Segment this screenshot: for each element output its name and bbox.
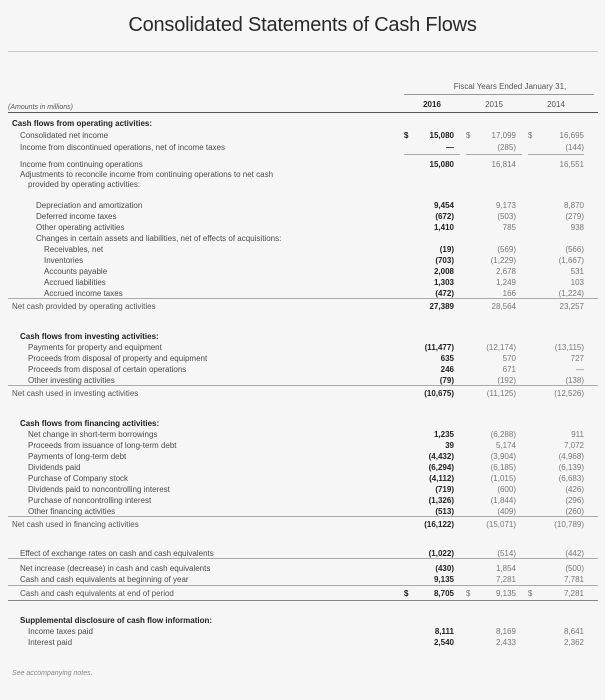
value-2016: (1,022) (428, 549, 454, 558)
value-2015: (514) (497, 549, 516, 558)
value-2016: (1,326) (428, 496, 454, 505)
table-row (0, 473, 605, 484)
value-2016: (719) (435, 485, 454, 494)
row-label: Other investing activities (28, 376, 115, 385)
row-label: Effect of exchange rates on cash and cash equivalents (20, 549, 214, 558)
value-2014: 531 (570, 267, 584, 276)
value-2014: (13,115) (554, 343, 584, 352)
value-2014: (12,526) (554, 389, 584, 398)
value-2014: (10,789) (554, 520, 584, 529)
row-label: Inventories (44, 256, 84, 265)
value-2015: (12,174) (486, 343, 516, 352)
value-2016: (19) (439, 245, 454, 254)
subtotal-rule (8, 385, 598, 386)
value-2014: (6,139) (558, 463, 584, 472)
fiscal-header-rule (404, 94, 594, 95)
row-label: Dividends paid (28, 463, 81, 472)
total-row (0, 301, 605, 312)
value-2016: 246 (440, 365, 454, 374)
value-2016: — (446, 143, 454, 152)
value-2016: (4,112) (429, 474, 454, 483)
year-header-2014: 2014 (547, 100, 565, 109)
row-label: Income from discontinued operations, net of income taxes (20, 143, 225, 152)
value-2014: (566) (565, 245, 584, 254)
row-label: Net increase (decrease) in cash and cash equivalents (20, 564, 211, 573)
table-row (0, 574, 605, 585)
value-2014: 911 (571, 430, 584, 439)
section-heading (0, 331, 605, 342)
value-2014: (4,968) (558, 452, 584, 461)
value-2016: 39 (445, 441, 454, 450)
value-2016: 2,540 (433, 638, 454, 647)
value-2015: (192) (497, 376, 516, 385)
section-heading (0, 118, 605, 129)
row-label: Net change in short-term borrowings (28, 430, 158, 439)
row-label: Interest paid (28, 638, 73, 647)
value-2014: (426) (565, 485, 584, 494)
value-2015: 7,281 (495, 575, 516, 584)
row-label: Supplemental disclosure of cash flow information: (20, 616, 213, 625)
table-row (0, 626, 605, 637)
title-divider (8, 51, 598, 52)
value-2016: (6,294) (428, 463, 454, 472)
value-2014: 7,781 (563, 575, 584, 584)
table-row (0, 495, 605, 506)
value-2014: (500) (565, 564, 584, 573)
row-label: Cash flows from operating activities: (12, 119, 153, 128)
value-2016: 27,389 (429, 302, 454, 311)
row-label: Purchase of noncontrolling interest (28, 496, 152, 505)
value-2016: (672) (435, 212, 454, 221)
value-2015: 16,814 (491, 160, 516, 169)
row-label: Proceeds from disposal of property and equipment (28, 354, 208, 363)
row-label: Cash flows from financing activities: (20, 419, 160, 428)
row-label: Accrued income taxes (44, 289, 123, 298)
value-2015: 8,169 (495, 627, 516, 636)
value-2014: (138) (565, 376, 584, 385)
row-label: Deferred income taxes (36, 212, 117, 221)
table-row (0, 342, 605, 353)
subtotal-rule (404, 154, 460, 155)
table-row (0, 130, 605, 141)
value-2015: (1,015) (490, 474, 516, 483)
value-2015: (569) (497, 245, 516, 254)
currency-symbol: $ (466, 589, 471, 598)
table-row (0, 451, 605, 462)
year-header-2015: 2015 (485, 100, 503, 109)
value-2015: 166 (502, 289, 516, 298)
row-label: Net cash used in financing activities (12, 520, 139, 529)
value-2015: (15,071) (486, 520, 516, 529)
subtotal-rule (466, 154, 522, 155)
value-2015: 785 (502, 223, 516, 232)
value-2015: 570 (502, 354, 516, 363)
value-2016: (513) (435, 507, 454, 516)
row-label: Proceeds from issuance of long-term debt (28, 441, 177, 450)
value-2015: 28,564 (491, 302, 516, 311)
value-2014: 938 (570, 223, 584, 232)
value-2016: 9,454 (433, 201, 454, 210)
total-rule (8, 600, 598, 601)
row-label: Proceeds from disposal of certain operations (28, 365, 187, 374)
value-2015: 2,678 (495, 267, 516, 276)
value-2016: (472) (435, 289, 454, 298)
currency-symbol: $ (528, 589, 533, 598)
table-row (0, 142, 605, 153)
currency-symbol: $ (404, 589, 409, 598)
value-2015: (503) (497, 212, 516, 221)
value-2014: 16,695 (559, 131, 584, 140)
value-2016: (11,477) (424, 343, 454, 352)
table-row (0, 484, 605, 495)
row-label: Payments of long-term debt (28, 452, 127, 461)
value-2015: 1,249 (495, 278, 516, 287)
value-2016: (430) (435, 564, 454, 573)
table-row (0, 429, 605, 440)
value-2016: 635 (440, 354, 454, 363)
value-2014: (6,683) (558, 474, 584, 483)
value-2014: 23,257 (559, 302, 584, 311)
value-2014: 8,641 (563, 627, 584, 636)
total-row (0, 388, 605, 399)
value-2015: 671 (502, 365, 516, 374)
table-row (0, 244, 605, 255)
currency-symbol: $ (466, 131, 471, 140)
row-label: Dividends paid to noncontrolling interest (28, 485, 170, 494)
table-row (0, 440, 605, 451)
value-2016: (16,122) (424, 520, 454, 529)
value-2016: 8,111 (434, 627, 454, 636)
value-2014: 16,551 (559, 160, 584, 169)
table-row (0, 233, 605, 244)
value-2014: (279) (565, 212, 584, 221)
table-row (0, 255, 605, 266)
currency-symbol: $ (528, 131, 533, 140)
row-label: provided by operating activities: (28, 180, 141, 189)
value-2014: (296) (565, 496, 584, 505)
value-2014: (442) (565, 549, 584, 558)
table-row (0, 266, 605, 277)
value-2014: 2,362 (563, 638, 584, 647)
value-2014: 7,072 (563, 441, 584, 450)
table-row (0, 563, 605, 574)
header-rule (8, 112, 598, 113)
value-2015: (285) (497, 143, 516, 152)
subtotal-rule (8, 298, 598, 299)
row-label: Changes in certain assets and liabilities, net of effects of acquisitions: (36, 234, 282, 243)
row-label: Net cash provided by operating activities (12, 302, 156, 311)
value-2016: 1,303 (433, 278, 454, 287)
value-2015: (600) (497, 485, 516, 494)
value-2014: 103 (570, 278, 584, 287)
value-2015: (6,185) (490, 463, 516, 472)
value-2015: (3,904) (490, 452, 516, 461)
row-label: Adjustments to reconcile income from continuing operations to net cash (20, 170, 274, 179)
row-label: Cash and cash equivalents at beginning of year (20, 575, 189, 584)
row-label: Cash and cash equivalents at end of period (20, 589, 174, 598)
currency-symbol: $ (404, 131, 409, 140)
footnote: See accompanying notes. (12, 670, 93, 677)
value-2016: 9,135 (433, 575, 454, 584)
table-row (0, 200, 605, 211)
row-label: Income taxes paid (28, 627, 93, 636)
value-2014: (1,224) (558, 289, 584, 298)
row-label: Payments for property and equipment (28, 343, 162, 352)
table-row (0, 353, 605, 364)
row-label: Other operating activities (36, 223, 125, 232)
value-2016: 1,410 (433, 223, 454, 232)
value-2015: 5,174 (495, 441, 516, 450)
table-row (0, 364, 605, 375)
row-label: Cash flows from investing activities: (20, 332, 159, 341)
value-2016: 1,235 (433, 430, 454, 439)
value-2016: 8,705 (433, 589, 454, 598)
value-2014: (144) (565, 143, 584, 152)
value-2015: 17,099 (491, 131, 516, 140)
value-2016: 2,008 (433, 267, 454, 276)
value-2015: (1,229) (490, 256, 516, 265)
subtotal-rule (528, 154, 584, 155)
section-heading (0, 418, 605, 429)
value-2016: (10,675) (424, 389, 454, 398)
row-label: Receivables, net (44, 245, 104, 254)
value-2015: (1,844) (490, 496, 516, 505)
value-2015: 9,135 (495, 589, 516, 598)
row-label: Consolidated net income (20, 131, 109, 140)
value-2014: (1,667) (558, 256, 584, 265)
row-label: Accounts payable (44, 267, 108, 276)
value-2015: 1,854 (495, 564, 516, 573)
value-2016: (4,432) (428, 452, 454, 461)
table-row (0, 179, 605, 190)
value-2015: 9,173 (495, 201, 516, 210)
table-row (0, 277, 605, 288)
value-2014: (260) (565, 507, 584, 516)
table-row (0, 637, 605, 648)
row-label: Accrued liabilities (44, 278, 106, 287)
fiscal-years-header: Fiscal Years Ended January 31, (453, 82, 567, 91)
row-label: Income from continuing operations (20, 160, 143, 169)
table-row (0, 222, 605, 233)
subtotal-rule (8, 585, 598, 586)
table-row (0, 462, 605, 473)
year-header-2016: 2016 (423, 100, 441, 109)
value-2016: 15,080 (429, 131, 454, 140)
row-label: Depreciation and amortization (36, 201, 143, 210)
section-heading (0, 615, 605, 626)
page-title: Consolidated Statements of Cash Flows (128, 14, 477, 36)
subtotal-rule (8, 558, 598, 559)
value-2016: 15,080 (429, 160, 454, 169)
value-2016: (79) (439, 376, 454, 385)
value-2015: (6,288) (490, 430, 516, 439)
value-2014: — (576, 365, 584, 374)
value-2016: (703) (435, 256, 454, 265)
row-label: Net cash used in investing activities (12, 389, 139, 398)
table-row (0, 211, 605, 222)
total-row (0, 519, 605, 530)
amounts-note: (Amounts in millions) (8, 104, 73, 111)
value-2015: 2,433 (495, 638, 516, 647)
value-2015: (409) (497, 507, 516, 516)
row-label: Purchase of Company stock (28, 474, 129, 483)
value-2015: (11,125) (486, 389, 516, 398)
value-2014: 8,870 (563, 201, 584, 210)
value-2014: 727 (570, 354, 584, 363)
subtotal-rule (8, 516, 598, 517)
total-row (0, 588, 605, 599)
row-label: Other financing activities (28, 507, 116, 516)
value-2014: 7,281 (563, 589, 584, 598)
